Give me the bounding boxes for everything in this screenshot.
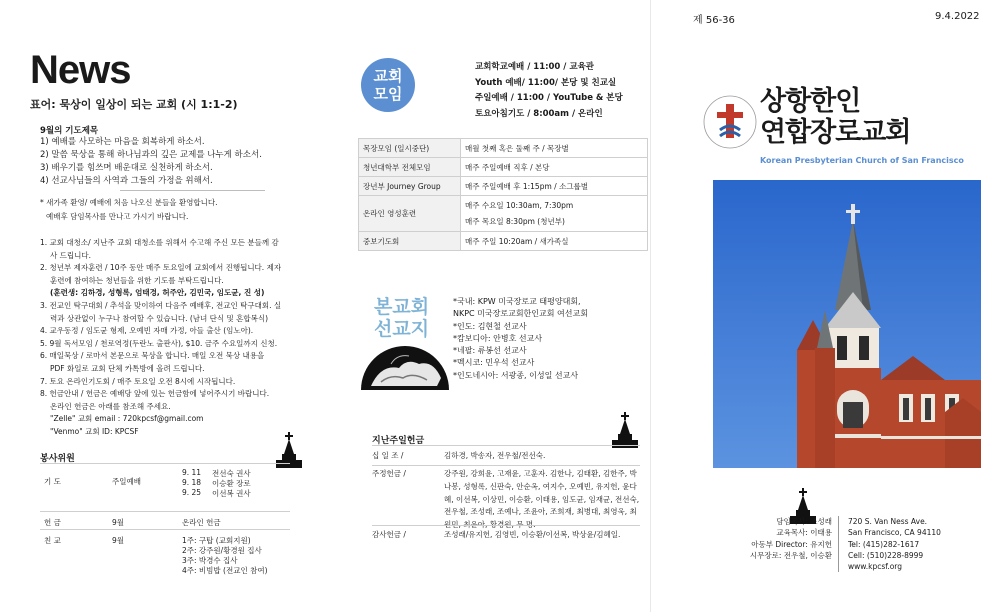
worship-line: 토요아침기도 / 8:00am / 온라인 — [475, 108, 603, 119]
staff-service: 9월 — [112, 518, 125, 527]
offering-row — [372, 445, 640, 465]
staff-date: 9. 18 — [182, 478, 202, 487]
prayer-item: 1) 예배를 사모하는 마음을 회복하게 하소서. — [40, 137, 205, 147]
announcement-line: 4. 교우동정 / 임도균 형제, 오예빈 자매 가정, 아들 출산 (임노아). — [40, 326, 254, 336]
staff-person: 온라인 헌금 — [182, 518, 221, 527]
issue-number: 제 56-36 — [693, 15, 735, 26]
staff-person: 1주: 구탑 (교회지원) — [182, 536, 251, 545]
schedule-row — [359, 196, 648, 232]
announcement-line: 7. 토요 온라인기도회 / 매주 토요일 오전 8시에 시작됩니다. — [40, 376, 236, 386]
announcement-line: 8. 헌금안내 / 헌금은 예배당 앞에 있는 헌금함에 넣어주시기 바랍니다. — [40, 389, 270, 399]
prayer-list — [40, 136, 310, 188]
missions-title — [374, 296, 429, 340]
staff-person: 4주: 비빔밥 (전교인 참여) — [182, 566, 268, 575]
offering-title: 지난주일헌금 — [372, 436, 425, 446]
schedule-name: 목장모임 (일시중단) — [359, 139, 461, 158]
announcement-line: 3. 전교인 탁구대회 / 추석을 맞이하여 다음주 예배후, 전교인 탁구대회. 실 — [40, 300, 282, 310]
church-staff-list — [730, 516, 832, 561]
staff-line: 아동부 Director: 유지헌 — [751, 539, 832, 549]
offering-list — [372, 445, 640, 545]
staff-person: 전선숙 권사 — [212, 469, 251, 478]
staff-row — [40, 463, 290, 507]
staff-service: 주일예배 — [112, 477, 141, 486]
announcement-line: 1. 교회 대청소/ 지난주 교회 대청소를 위해서 수고해 주신 모든 분들께 감 — [40, 238, 279, 247]
missionary-line: *네팔: 류봉선 선교사 — [453, 346, 527, 356]
announcement-line: 훈련에 참여하는 청년들을 위한 기도를 부탁드립니다. — [50, 275, 224, 285]
welcome-line: * 새가족 환영/ 예배에 처음 나오신 분들을 환영합니다. — [40, 198, 218, 207]
staff-title: 봉사위원 — [40, 454, 75, 464]
globe-icon — [361, 346, 449, 390]
missionary-line: *인도: 김현철 선교사 — [453, 321, 527, 331]
offering-label: 주정헌금 / — [372, 469, 406, 478]
meeting-schedule-table — [358, 138, 648, 251]
missionary-list — [453, 296, 588, 382]
pcusa-logo — [702, 94, 758, 150]
church-name — [760, 86, 911, 148]
prayer-title: 9월의 기도제목 — [40, 126, 99, 136]
address-line: 720 S. Van Ness Ave. — [848, 517, 928, 526]
worship-line: 교회학교예배 / 11:00 / 교육관 — [475, 62, 595, 72]
offering-names: 조성래/유지헌, 김영빈, 이승환/이선복, 박상윤/김혜일. — [444, 530, 621, 539]
staff-date: 9. 11 — [182, 468, 202, 477]
staff-line: 교육목사: 이태용 — [776, 528, 832, 538]
prayer-item: 4) 선교사님들의 사역과 그들의 가정을 위해서. — [40, 176, 213, 186]
news-subtitle: 표어: 묵상이 일상이 되는 교회 (시 1:1-2) — [30, 98, 238, 111]
announcement-list — [40, 237, 330, 439]
staff-role: 친 교 — [44, 536, 61, 545]
offering-label: 감사헌금 / — [372, 530, 406, 539]
phone-line: Cell: (510)228-8999 — [848, 550, 924, 560]
phone-line: Tel: (415)282-1617 — [848, 539, 920, 549]
schedule-name: 장년부 Journey Group — [359, 177, 461, 196]
offering-names: 강주원, 강희윤, 고재윤, 고훈자. 김한나, 김태환, 김한주, 박나봉, 성형록, 신판숙, 안순옥, 여지수, 오예빈, 유지헌, 윤다혜, 이선복, 이상민, 이승환, 이태용, 임도균, 임재균, 전선숙, 전우철, 조성래, 조예나, 조윤아, 조희재, 최병대, 최영욱, 최원민, 최윤아, 황경원, 무 명. — [444, 469, 640, 530]
announcement-line: 5. 9월 독서모임 / 천로역정(두란노 출판사), $10. 금주 수요일까지 신청. — [40, 338, 278, 348]
zelle-info: "Zelle" 교회 email : 720kpcsf@gmail.com — [50, 414, 204, 424]
meeting-badge-line: 교회 — [373, 67, 403, 85]
staff-row — [40, 529, 290, 579]
worship-line: Youth 예배/ 11:00/ 본당 및 친교실 — [475, 77, 617, 88]
staff-table — [40, 463, 290, 583]
welcome-line: 예배후 담임목사를 만나고 가시기 바랍니다. — [46, 212, 189, 221]
schedule-name: 중보기도회 — [359, 232, 461, 251]
staff-role: 헌 금 — [44, 518, 61, 527]
staff-row — [40, 511, 290, 529]
schedule-time: 매주 주일예배 직후 / 본당 — [461, 158, 648, 177]
contact-divider — [838, 516, 839, 572]
announcement-line: 온라인 헌금은 아래를 참조해 주세요. — [50, 401, 171, 411]
offering-row — [372, 525, 640, 543]
meeting-badge — [361, 58, 415, 112]
announcement-line: 2. 청년부 제자훈련 / 10주 동안 매주 토요일에 교회에서 진행됩니다. 제자 — [40, 263, 282, 273]
worship-line: 주일예배 / 11:00 / YouTube & 본당 — [475, 93, 623, 103]
schedule-row — [359, 158, 648, 177]
offering-names: 김하경, 박송자, 전우철/전선숙. — [444, 451, 546, 460]
schedule-name: 청년대학부 전체모임 — [359, 158, 461, 177]
schedule-time: 매월 첫째 혹은 둘째 주 / 목장별 — [461, 139, 648, 158]
schedule-time: 매주 주일 10:20am / 새가족실 — [461, 232, 648, 251]
website-link[interactable]: www.kpcsf.org — [848, 562, 903, 572]
schedule-name: 온라인 영성훈련 — [359, 196, 461, 232]
header-strip — [0, 0, 1008, 30]
missions-title-line: 선교지 — [374, 318, 430, 340]
staff-line: 시무장로: 전우철, 이승환 — [749, 550, 832, 560]
missions-title-line: 본교회 — [374, 296, 430, 318]
staff-person: 이승환 장로 — [212, 479, 251, 488]
section-divider — [120, 190, 265, 191]
church-english-name: Korean Presbyterian Church of San Francisco — [760, 156, 964, 165]
schedule-row — [359, 139, 648, 158]
prayer-item: 2) 말씀 묵상을 통해 하나님과의 깊은 교제를 나누게 하소서. — [40, 150, 262, 160]
church-name-line: 연합장로교회 — [760, 117, 911, 148]
worship-schedule — [475, 60, 623, 122]
staff-person: 이선복 권사 — [212, 489, 251, 498]
announcement-line: (훈련생: 김하경, 성형록, 엄태경, 허주안, 김민국, 임도균, 진 성) — [50, 288, 265, 298]
announcement-line: PDF 화일로 교회 단체 카톡방에 올려 드립니다. — [50, 363, 205, 373]
missionary-line: *인도네시아: 서광종, 이성일 선교사 — [453, 370, 579, 380]
staff-person: 2주: 강주원/황경원 집사 — [182, 546, 262, 555]
offering-row — [372, 465, 640, 530]
church-building-photo — [713, 180, 981, 468]
staff-service: 9월 — [112, 536, 125, 545]
church-address — [848, 516, 941, 572]
church-steeple-icon — [612, 412, 638, 448]
schedule-time: 매주 수요일 10:30am, 7:30pm 매주 목요일 8:30pm (청년부) — [461, 196, 648, 232]
schedule-row — [359, 232, 648, 251]
missionary-line: *국내: KPW 미국장로교 태평양대회, — [453, 297, 581, 306]
page-divider — [650, 0, 651, 612]
staff-role: 기 도 — [44, 477, 61, 486]
issue-date: 9.4.2022 — [935, 11, 980, 22]
schedule-time: 매주 주일예배 후 1:15pm / 소그룹별 — [461, 177, 648, 196]
announcement-line: 6. 매일묵상 / 로마서 본문으로 묵상을 합니다. 매일 오전 묵상 내용을 — [40, 351, 265, 361]
offering-label: 십 일 조 / — [372, 451, 404, 460]
announcement-line: 사 드립니다. — [50, 250, 91, 260]
meeting-badge-line: 모임 — [373, 85, 403, 103]
staff-line: 담임목사: 조성래 — [776, 517, 832, 526]
prayer-item: 3) 배우기를 힘쓰며 배운대로 실천하게 하소서. — [40, 163, 213, 173]
missionary-line: NKPC 미국장로교회한인교회 여선교회 — [453, 309, 588, 319]
missionary-line: *멕시코: 민우석 선교사 — [453, 358, 535, 368]
venmo-info: "Venmo" 교회 ID: KPCSF — [50, 426, 139, 436]
schedule-row — [359, 177, 648, 196]
welcome-notice — [40, 196, 330, 224]
staff-date: 9. 25 — [182, 488, 202, 497]
missionary-line: *캄보디아: 안병호 선교사 — [453, 333, 543, 343]
staff-person: 3주: 박경수 집사 — [182, 556, 238, 565]
church-name-line: 상항한인 — [760, 86, 861, 117]
announcement-line: 력과 상관없이 누구나 참여할 수 있습니다. (남녀 단식 및 혼합복식) — [50, 313, 269, 323]
address-line: San Francisco, CA 94110 — [848, 528, 941, 538]
news-title: News — [30, 48, 131, 92]
